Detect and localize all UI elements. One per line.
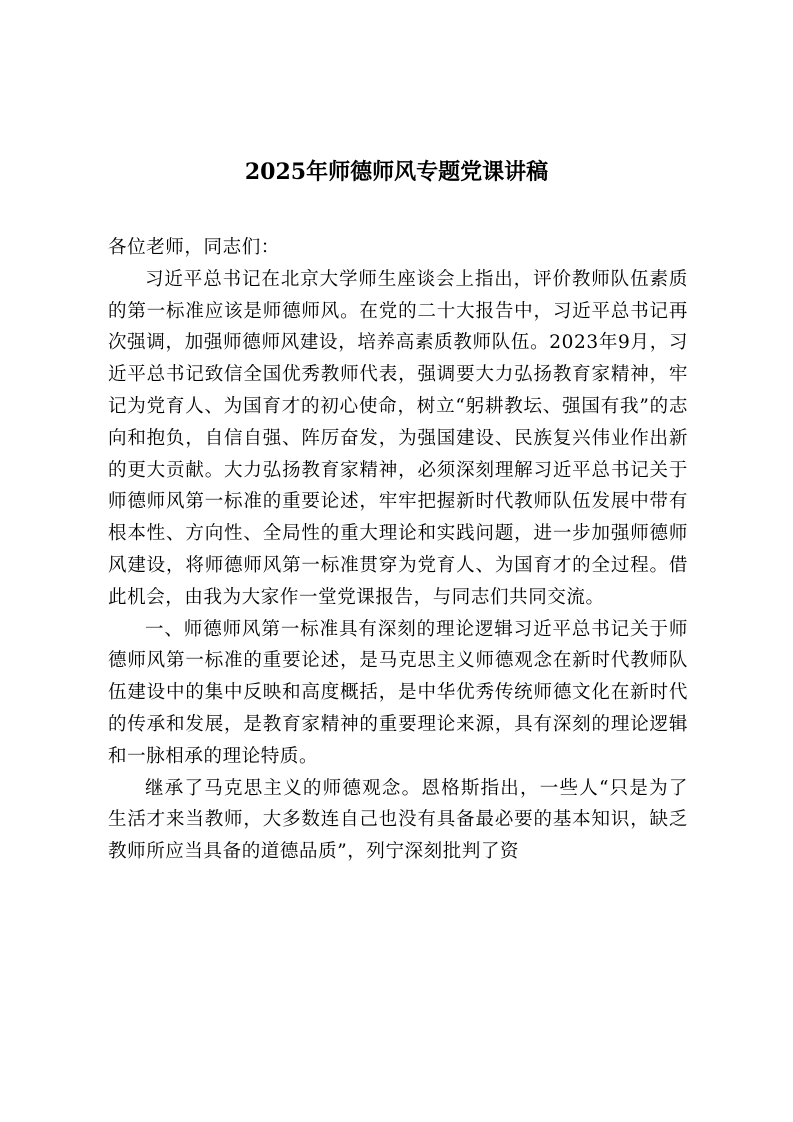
- paragraph-section-one: 一、师德师风第一标准具有深刻的理论逻辑习近平总书记关于师德师风第一标准的重要论述，是马克思主义师德观念在新时代教师队伍建设中的集中反映和高度概括，是中华优秀传统师德文化在新时代的传承和发展，是教育家精神的重要理论来源，具有深刻的理论逻辑和一脉相承的理论特质。: [108, 618, 688, 767]
- salutation: 各位老师，同志们：: [108, 237, 280, 258]
- document-title: 2025年师德师风专题党课讲稿: [244, 159, 549, 185]
- paragraph-marxist-ethics: 继承了马克思主义的师德观念。恩格斯指出，一些人“只是为了生活才来当教师，大多数连自己也没有具备最必要的基本知识，缺乏教师所应当具备的道德品质”，列宁深刻批判了资: [108, 777, 688, 863]
- document-body: [108, 232, 688, 868]
- paragraph-intro: 习近平总书记在北京大学师生座谈会上指出，评价教师队伍素质的第一标准应该是师德师风。在党的二十大报告中，习近平总书记再次强调，加强师德师风建设，培养高素质教师队伍。2023年9月，习近平总书记致信全国优秀教师代表，强调要大力弘扬教育家精神，牢记为党育人、为国育才的初心使命，树立“躬耕教坛、强国有我”的志向和抱负，自信自强、阵厉奋发，为强国建设、民族复兴伟业作出新的更大贡献。大力弘扬教育家精神，必须深刻理解习近平总书记关于师德师风第一标准的重要论述，牢牢把握新时代教师队伍发展中带有根本性、方向性、全局性的重大理论和实践问题，进一步加强师德师风建设，将师德师风第一标准贯穿为党育人、为国育才的全过程。借此机会，由我为大家作一堂党课报告，与同志们共同交流。: [108, 268, 688, 608]
